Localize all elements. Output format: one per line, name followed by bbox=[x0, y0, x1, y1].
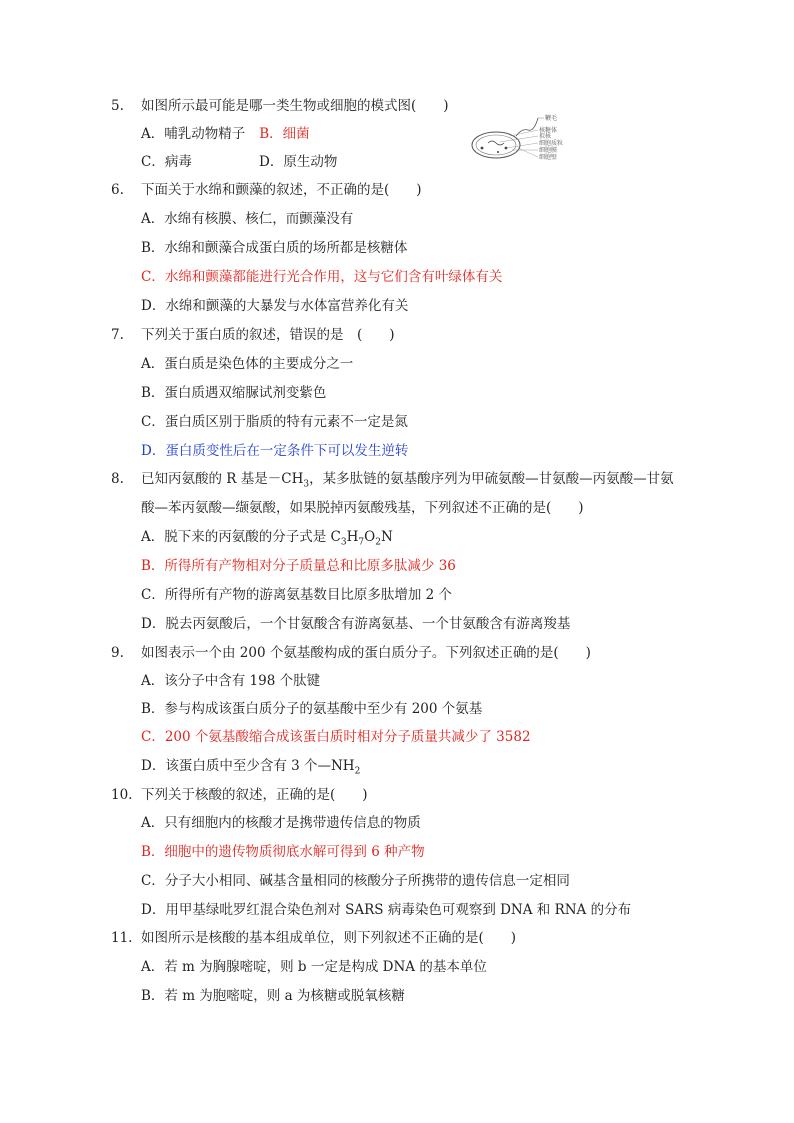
question-text: 下面关于水绵和颤藻的叙述，不正确的是( ) bbox=[141, 182, 422, 198]
question-text: 如图所示最可能是哪一类生物或细胞的模式图( ) bbox=[141, 98, 449, 114]
option-b: B．蛋白质遇双缩脲试剂变紫色 bbox=[141, 385, 327, 401]
subscript: 7 bbox=[358, 537, 365, 548]
option-a: A．蛋白质是染色体的主要成分之一 bbox=[141, 356, 354, 372]
question-number: 10. bbox=[111, 787, 133, 803]
option-text: A．脱下来的丙氨酸的分子式是 C bbox=[141, 529, 341, 545]
subscript: 2 bbox=[354, 766, 361, 777]
question-number: 7. bbox=[111, 327, 124, 343]
option-text: N bbox=[380, 529, 393, 545]
option-d: D．脱去丙氨酸后，一个甘氨酸含有游离氨基、一个甘氨酸含有游离羧基 bbox=[141, 616, 571, 632]
option-b: B．参与构成该蛋白质分子的氨基酸中至少有 200 个氨基 bbox=[141, 701, 483, 717]
question-7-stem bbox=[111, 326, 395, 344]
question-11-stem bbox=[111, 929, 516, 947]
option-c-answer: C．200 个氨基酸缩合成该蛋白质时相对分子质量共减少了 3582 bbox=[141, 729, 531, 745]
cytoplasm-label: 细胞质粒 bbox=[539, 140, 564, 147]
cell-wall-label: 细胞壁 bbox=[539, 154, 558, 161]
option-d: D．水绵和颤藻的大暴发与水体富营养化有关 bbox=[141, 298, 409, 314]
subscript: 3 bbox=[303, 479, 310, 490]
question-text: 如图表示一个由 200 个氨基酸构成的蛋白质分子。下列叙述正确的是( ) bbox=[141, 645, 591, 661]
question-8-stem-line1 bbox=[111, 470, 674, 494]
option-d-answer: D．蛋白质变性后在一定条件下可以发生逆转 bbox=[141, 443, 409, 459]
option-a: A．只有细胞内的核酸才是携带遗传信息的物质 bbox=[141, 815, 421, 831]
question-8-stem-line2: 酸—苯丙氨酸—缬氨酸，如果脱掉丙氨酸残基，下列叙述不正确的是( ) bbox=[141, 500, 584, 516]
option-a bbox=[141, 528, 393, 552]
question-10-stem bbox=[111, 786, 368, 804]
question-text: 如图所示是核酸的基本组成单位，则下列叙述不正确的是( ) bbox=[141, 930, 517, 946]
question-number: 6. bbox=[111, 182, 124, 198]
bacterium-diagram bbox=[468, 110, 578, 170]
option-b-answer: B．细胞中的遗传物质彻底水解可得到 6 种产物 bbox=[141, 844, 425, 860]
question-6-stem bbox=[111, 181, 422, 199]
question-number: 9. bbox=[111, 645, 124, 661]
ribosome-label: 核糖体 bbox=[539, 127, 558, 134]
option-c: C．病毒 bbox=[141, 154, 192, 170]
question-text: 已知丙氨酸的 R 基是－CH bbox=[141, 471, 304, 487]
option-b: B．若 m 为胞嘧啶，则 a 为核糖或脱氧核糖 bbox=[141, 988, 405, 1004]
option-a: A．若 m 为胸腺嘧啶，则 b 一定是构成 DNA 的基本单位 bbox=[141, 959, 487, 975]
option-b: B．水绵和颤藻合成蛋白质的场所都是核糖体 bbox=[141, 240, 408, 256]
flagellum-label: 鞭毛 bbox=[545, 115, 558, 122]
option-text: H bbox=[346, 529, 359, 545]
option-c: C．所得所有产物的游离氨基数目比原多肽增加 2 个 bbox=[141, 587, 453, 603]
option-d: D．用甲基绿吡罗红混合染色剂对 SARS 病毒染色可观察到 DNA 和 RNA 的分布 bbox=[141, 902, 632, 918]
question-number: 11. bbox=[111, 930, 133, 946]
cell-membrane-label: 细胞膜 bbox=[539, 147, 558, 154]
question-text: 下列关于核酸的叙述，正确的是( ) bbox=[141, 787, 368, 803]
question-number: 8. bbox=[111, 471, 124, 487]
question-9-stem bbox=[111, 644, 591, 662]
question-5-stem bbox=[111, 97, 449, 115]
option-text: D．该蛋白质中至少含有 3 个—NH bbox=[141, 758, 355, 774]
option-a: A．该分子中含有 198 个肽键 bbox=[141, 673, 321, 689]
option-b-answer: B．所得所有产物相对分子质量总和比原多肽减少 36 bbox=[141, 558, 456, 574]
option-c: C．分子大小相同、碱基含量相同的核酸分子所携带的遗传信息一定相同 bbox=[141, 873, 570, 889]
option-a: A．哺乳动物精子 bbox=[141, 126, 246, 142]
nucleoid-label: 拟核 bbox=[539, 133, 552, 140]
option-a: A．水绵有核膜、核仁，而颤藻没有 bbox=[141, 211, 354, 227]
question-5-options-cd bbox=[141, 153, 337, 171]
option-c: C．蛋白质区别于脂质的特有元素不一定是氮 bbox=[141, 414, 408, 430]
subscript: 2 bbox=[375, 537, 381, 548]
question-text: 下列关于蛋白质的叙述，错误的是 ( ) bbox=[141, 327, 395, 343]
option-c-answer: C．水绵和颤藻都能进行光合作用，这与它们含有叶绿体有关 bbox=[141, 269, 503, 285]
option-d: D．原生动物 bbox=[259, 154, 338, 170]
subscript: 3 bbox=[340, 537, 347, 548]
option-b-answer: B．细菌 bbox=[259, 126, 310, 142]
question-text: ，某多肽链的氨基酸序列为甲硫氨酸—甘氨酸—丙氨酸—甘氨 bbox=[309, 471, 674, 487]
option-d bbox=[141, 757, 360, 781]
question-5-options-ab bbox=[141, 125, 310, 143]
option-text: O bbox=[364, 529, 376, 545]
question-number: 5. bbox=[111, 98, 124, 114]
